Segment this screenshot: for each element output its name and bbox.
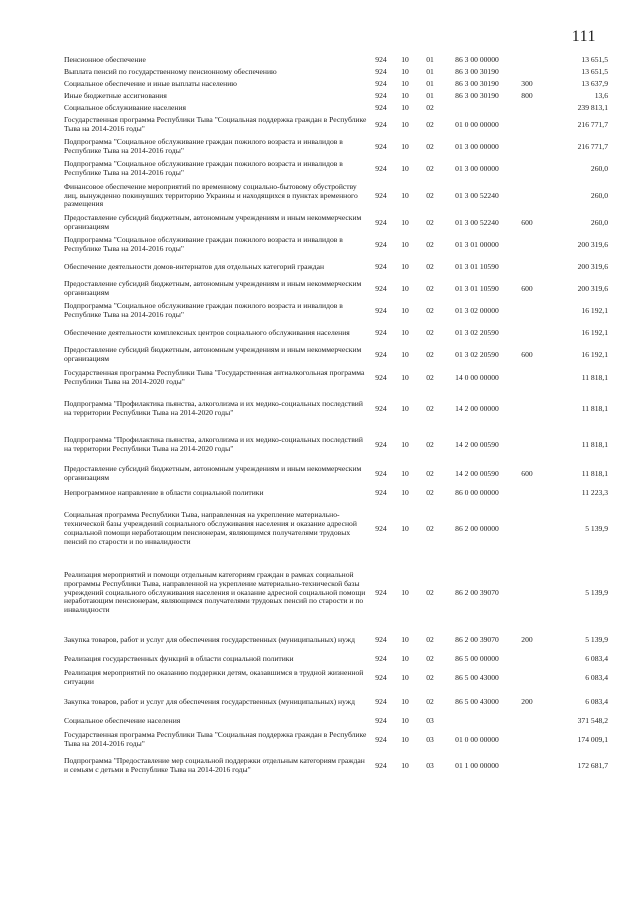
cell-sum: 260,0 <box>590 190 608 200</box>
cell-item-name: Реализация государственных функций в области социальной политики <box>64 653 294 663</box>
cell-subsection: 02 <box>426 261 434 271</box>
cell-expense-type <box>512 558 542 628</box>
cell-section: 10 <box>401 760 409 770</box>
cell-ministry-code: 924 <box>375 715 387 725</box>
table-row <box>64 212 608 234</box>
cell-item-name: Подпрограмма "Социальное обслуживание граждан пожилого возраста и инвалидов в Республике Тыва на 2014-2016 годы" <box>64 301 343 319</box>
cell-ministry-code: 924 <box>375 261 387 271</box>
table-row <box>64 666 608 690</box>
cell-section: 10 <box>401 119 409 129</box>
cell-subsection: 03 <box>426 715 434 725</box>
cell-item-name: Социальное обеспечение населения <box>64 715 181 725</box>
cell-item-name: Пенсионное обеспечение <box>64 54 146 64</box>
cell-item-name: Подпрограмма "Социальное обслуживание граждан пожилого возраста и инвалидов в Республике Тыва на 2014-2016 годы" <box>64 159 343 177</box>
cell-target-article: 86 3 00 30190 <box>455 66 499 76</box>
cell-sum: 6 083,4 <box>585 672 608 682</box>
cell-ministry-code: 924 <box>375 487 387 497</box>
cell-expense-type <box>512 180 542 212</box>
cell-ministry-code: 924 <box>375 439 387 449</box>
table-row <box>64 690 608 714</box>
cell-sum: 371 548,2 <box>577 715 608 725</box>
cell-expense-type: 600 <box>521 217 533 227</box>
cell-expense-type <box>512 322 542 344</box>
cell-subsection: 01 <box>426 78 434 88</box>
cell-target-article <box>442 714 512 728</box>
cell-sum: 216 771,7 <box>577 119 608 129</box>
cell-item-name: Предоставление субсидий бюджетным, автономным учреждениям и иным некоммерческим организациям <box>64 464 362 482</box>
cell-expense-type: 800 <box>521 90 533 100</box>
cell-expense-type <box>512 500 542 558</box>
cell-target-article: 01 3 00 52240 <box>455 190 499 200</box>
cell-target-article: 14 0 00 00000 <box>455 372 499 382</box>
cell-section: 10 <box>401 78 409 88</box>
cell-expense-type: 200 <box>521 634 533 644</box>
cell-expense-type: 200 <box>521 696 533 706</box>
cell-target-article: 86 2 00 39070 <box>455 634 499 644</box>
cell-expense-type <box>512 54 542 66</box>
cell-target-article: 01 0 00 00000 <box>455 734 499 744</box>
cell-ministry-code: 924 <box>375 66 387 76</box>
cell-section: 10 <box>401 696 409 706</box>
table-row <box>64 78 608 90</box>
cell-target-article: 01 3 01 10590 <box>455 283 499 293</box>
table-row <box>64 500 608 558</box>
cell-subsection: 02 <box>426 487 434 497</box>
table-row <box>64 278 608 300</box>
cell-section: 10 <box>401 487 409 497</box>
cell-subsection: 02 <box>426 372 434 382</box>
cell-sum: 260,0 <box>590 163 608 173</box>
cell-section: 10 <box>401 66 409 76</box>
cell-ministry-code: 924 <box>375 90 387 100</box>
table-row <box>64 234 608 256</box>
cell-subsection: 03 <box>426 734 434 744</box>
cell-section: 10 <box>401 190 409 200</box>
cell-sum: 13 651,5 <box>581 66 608 76</box>
cell-section: 10 <box>401 734 409 744</box>
cell-ministry-code: 924 <box>375 190 387 200</box>
cell-section: 10 <box>401 523 409 533</box>
table-row <box>64 256 608 278</box>
cell-item-name: Подпрограмма "Профилактика пьянства, алкоголизма и их медико-социальных последствий на территории Республики Тыва на 2014-2020 годы" <box>64 399 363 417</box>
cell-section: 10 <box>401 141 409 151</box>
cell-ministry-code: 924 <box>375 102 387 112</box>
cell-section: 10 <box>401 261 409 271</box>
cell-section: 10 <box>401 327 409 337</box>
cell-section: 10 <box>401 439 409 449</box>
cell-target-article: 86 2 00 39070 <box>455 587 499 597</box>
cell-subsection: 02 <box>426 587 434 597</box>
cell-sum: 11 818,1 <box>581 403 608 413</box>
cell-section: 10 <box>401 372 409 382</box>
cell-sum: 13 637,9 <box>581 78 608 88</box>
cell-section: 10 <box>401 217 409 227</box>
cell-sum: 11 818,1 <box>581 372 608 382</box>
cell-target-article: 01 3 01 10590 <box>455 261 499 271</box>
cell-ministry-code: 924 <box>375 734 387 744</box>
cell-target-article: 01 0 00 00000 <box>455 119 499 129</box>
cell-expense-type <box>512 428 542 462</box>
cell-item-name: Закупка товаров, работ и услуг для обеспечения государственных (муниципальных) нужд <box>64 634 355 644</box>
cell-sum: 16 192,1 <box>581 327 608 337</box>
cell-sum: 216 771,7 <box>577 141 608 151</box>
table-row <box>64 158 608 180</box>
cell-sum: 11 818,1 <box>581 468 608 478</box>
cell-target-article: 01 3 02 20590 <box>455 327 499 337</box>
table-row <box>64 628 608 652</box>
table-row <box>64 180 608 212</box>
table-row <box>64 136 608 158</box>
cell-subsection: 03 <box>426 760 434 770</box>
table-row <box>64 366 608 390</box>
cell-item-name: Обеспечение деятельности комплексных центров социального обслуживания населения <box>64 327 350 337</box>
cell-section: 10 <box>401 634 409 644</box>
table-row <box>64 114 608 136</box>
cell-item-name: Предоставление субсидий бюджетным, автономным учреждениям и иным некоммерческим организациям <box>64 213 362 231</box>
table-row <box>64 652 608 666</box>
cell-subsection: 02 <box>426 141 434 151</box>
cell-sum: 11 223,3 <box>581 487 608 497</box>
table-row <box>64 428 608 462</box>
cell-expense-type <box>512 158 542 180</box>
cell-ministry-code: 924 <box>375 305 387 315</box>
cell-expense-type <box>512 66 542 78</box>
cell-target-article: 01 3 01 00000 <box>455 239 499 249</box>
cell-target-article: 14 2 00 00590 <box>455 439 499 449</box>
cell-target-article: 86 0 00 00000 <box>455 487 499 497</box>
cell-subsection: 02 <box>426 349 434 359</box>
cell-section: 10 <box>401 468 409 478</box>
table-row <box>64 728 608 752</box>
cell-section: 10 <box>401 587 409 597</box>
cell-expense-type <box>512 666 542 690</box>
cell-target-article: 01 3 00 00000 <box>455 141 499 151</box>
cell-ministry-code: 924 <box>375 349 387 359</box>
cell-target-article: 01 3 00 52240 <box>455 217 499 227</box>
cell-ministry-code: 924 <box>375 239 387 249</box>
cell-item-name: Подпрограмма "Социальное обслуживание граждан пожилого возраста и инвалидов в Республике Тыва на 2014-2016 годы" <box>64 235 343 253</box>
cell-expense-type: 600 <box>521 349 533 359</box>
cell-item-name: Непрограммное направление в области социальной политики <box>64 487 264 497</box>
cell-item-name: Предоставление субсидий бюджетным, автономным учреждениям и иным некоммерческим организациям <box>64 279 362 297</box>
cell-expense-type <box>512 300 542 322</box>
cell-section: 10 <box>401 54 409 64</box>
cell-section: 10 <box>401 163 409 173</box>
cell-sum: 5 139,9 <box>585 587 608 597</box>
table-row <box>64 390 608 428</box>
table-row <box>64 66 608 78</box>
cell-target-article: 86 3 00 00000 <box>455 54 499 64</box>
cell-sum: 172 681,7 <box>577 760 608 770</box>
cell-item-name: Государственная программа Республики Тыва "Социальная поддержка граждан в Республике Тыва на 2014-2016 годы" <box>64 730 367 748</box>
cell-subsection: 02 <box>426 119 434 129</box>
cell-subsection: 02 <box>426 163 434 173</box>
cell-section: 10 <box>401 102 409 112</box>
cell-ministry-code: 924 <box>375 119 387 129</box>
cell-expense-type <box>512 486 542 500</box>
cell-subsection: 02 <box>426 190 434 200</box>
cell-target-article: 86 3 00 30190 <box>455 90 499 100</box>
cell-target-article: 86 2 00 00000 <box>455 523 499 533</box>
cell-target-article: 86 5 00 43000 <box>455 672 499 682</box>
cell-sum: 260,0 <box>590 217 608 227</box>
table-row <box>64 344 608 366</box>
cell-sum: 11 818,1 <box>581 439 608 449</box>
cell-expense-type: 600 <box>521 283 533 293</box>
cell-target-article: 14 2 00 00590 <box>455 468 499 478</box>
cell-subsection: 02 <box>426 634 434 644</box>
cell-sum: 174 009,1 <box>577 734 608 744</box>
cell-target-article: 14 2 00 00000 <box>455 403 499 413</box>
cell-subsection: 02 <box>426 327 434 337</box>
budget-table-body <box>64 54 608 780</box>
cell-ministry-code: 924 <box>375 141 387 151</box>
cell-section: 10 <box>401 239 409 249</box>
cell-sum: 16 192,1 <box>581 349 608 359</box>
cell-section: 10 <box>401 90 409 100</box>
cell-expense-type <box>512 234 542 256</box>
cell-expense-type <box>512 366 542 390</box>
cell-ministry-code: 924 <box>375 653 387 663</box>
cell-expense-type <box>512 390 542 428</box>
cell-expense-type <box>512 114 542 136</box>
cell-ministry-code: 924 <box>375 372 387 382</box>
cell-section: 10 <box>401 672 409 682</box>
cell-expense-type: 300 <box>521 78 533 88</box>
cell-expense-type <box>512 752 542 780</box>
cell-subsection: 02 <box>426 283 434 293</box>
cell-item-name: Государственная программа Республики Тыва "Социальная поддержка граждан в Республике Тыва на 2014-2016 годы" <box>64 115 367 133</box>
table-row <box>64 300 608 322</box>
cell-expense-type <box>512 714 542 728</box>
cell-item-name: Реализация мероприятий по оказанию поддержки детям, оказавшимся в трудной жизненной ситуации <box>64 668 364 686</box>
cell-ministry-code: 924 <box>375 283 387 293</box>
cell-item-name: Государственная программа Республики Тыва "Государственная антиалкогольная программа Республики Тыва на 2014-2020 годы" <box>64 368 365 386</box>
table-row <box>64 102 608 114</box>
cell-expense-type <box>512 136 542 158</box>
cell-item-name: Социальное обеспечение и иные выплаты населению <box>64 78 237 88</box>
cell-sum: 200 319,6 <box>577 261 608 271</box>
cell-subsection: 01 <box>426 54 434 64</box>
cell-subsection: 01 <box>426 90 434 100</box>
cell-item-name: Иные бюджетные ассигнования <box>64 90 167 100</box>
cell-sum: 6 083,4 <box>585 653 608 663</box>
cell-ministry-code: 924 <box>375 760 387 770</box>
cell-subsection: 02 <box>426 696 434 706</box>
cell-ministry-code: 924 <box>375 634 387 644</box>
cell-sum: 5 139,9 <box>585 523 608 533</box>
cell-target-article: 01 3 02 00000 <box>455 305 499 315</box>
cell-ministry-code: 924 <box>375 523 387 533</box>
cell-subsection: 02 <box>426 305 434 315</box>
cell-expense-type <box>512 652 542 666</box>
cell-target-article: 86 5 00 43000 <box>455 696 499 706</box>
cell-ministry-code: 924 <box>375 78 387 88</box>
cell-item-name: Социальная программа Республики Тыва, направленная на укрепление материально-технической базы учреждений социального обслуживания населения и оказание адресной социальной помощи неработающим пенсионерам, являющимся получателями трудовых пенсий по старости и по инвалидности <box>64 510 357 546</box>
cell-sum: 13 651,5 <box>581 54 608 64</box>
budget-table <box>64 54 608 780</box>
cell-section: 10 <box>401 403 409 413</box>
cell-target-article: 86 3 00 30190 <box>455 78 499 88</box>
cell-subsection: 02 <box>426 439 434 449</box>
cell-section: 10 <box>401 653 409 663</box>
page-number: 111 <box>571 28 596 45</box>
cell-expense-type: 600 <box>521 468 533 478</box>
cell-subsection: 02 <box>426 403 434 413</box>
cell-ministry-code: 924 <box>375 163 387 173</box>
cell-ministry-code: 924 <box>375 672 387 682</box>
cell-ministry-code: 924 <box>375 54 387 64</box>
cell-subsection: 02 <box>426 102 434 112</box>
cell-subsection: 02 <box>426 239 434 249</box>
table-row <box>64 714 608 728</box>
cell-expense-type <box>512 102 542 114</box>
cell-ministry-code: 924 <box>375 696 387 706</box>
cell-sum: 239 813,1 <box>577 102 608 112</box>
cell-expense-type <box>512 728 542 752</box>
cell-item-name: Подпрограмма "Предоставление мер социальной поддержки отдельным категориям граждан и семьям с детьми в Республике Тыва на 2014-2016 годы" <box>64 756 365 774</box>
cell-sum: 5 139,9 <box>585 634 608 644</box>
cell-item-name: Социальное обслуживание населения <box>64 102 187 112</box>
cell-ministry-code: 924 <box>375 587 387 597</box>
cell-item-name: Подпрограмма "Профилактика пьянства, алкоголизма и их медико-социальных последствий на территории Республики Тыва на 2014-2020 годы" <box>64 435 363 453</box>
table-row <box>64 752 608 780</box>
table-row <box>64 558 608 628</box>
cell-sum: 13,6 <box>594 90 608 100</box>
cell-item-name: Подпрограмма "Социальное обслуживание граждан пожилого возраста и инвалидов в Республике Тыва на 2014-2016 годы" <box>64 137 343 155</box>
cell-ministry-code: 924 <box>375 217 387 227</box>
cell-item-name: Закупка товаров, работ и услуг для обеспечения государственных (муниципальных) нужд <box>64 696 355 706</box>
cell-target-article <box>442 102 512 114</box>
cell-section: 10 <box>401 715 409 725</box>
cell-section: 10 <box>401 349 409 359</box>
table-row <box>64 90 608 102</box>
cell-subsection: 02 <box>426 523 434 533</box>
cell-item-name: Обеспечение деятельности домов-интернатов для отдельных категорий граждан <box>64 261 325 271</box>
cell-subsection: 02 <box>426 217 434 227</box>
table-row <box>64 322 608 344</box>
table-row <box>64 54 608 66</box>
cell-item-name: Финансовое обеспечение мероприятий по временному социально-бытовому обустройству лиц, вынужденно покинувших территорию Украины и находящихся в пунктах временного размещения <box>64 181 358 209</box>
cell-ministry-code: 924 <box>375 468 387 478</box>
cell-item-name: Выплата пенсий по государственному пенсионному обеспечению <box>64 66 277 76</box>
table-row <box>64 462 608 486</box>
cell-target-article: 01 1 00 00000 <box>455 760 499 770</box>
cell-target-article: 86 5 00 00000 <box>455 653 499 663</box>
cell-item-name: Реализация мероприятий и помощи отдельным категориям граждан в рамках социальной программы Республики Тыва, направленной на укрепление материально-технической базы учреждений социального обслуживания населения и оказание адресной социальной помощи неработающим пенсионерам, являющимся получателями трудовых пенсий по старости и по инвалидности <box>64 569 366 615</box>
cell-sum: 6 083,4 <box>585 696 608 706</box>
cell-sum: 200 319,6 <box>577 239 608 249</box>
table-row <box>64 486 608 500</box>
cell-subsection: 02 <box>426 653 434 663</box>
cell-ministry-code: 924 <box>375 403 387 413</box>
cell-ministry-code: 924 <box>375 327 387 337</box>
cell-target-article: 01 3 02 20590 <box>455 349 499 359</box>
cell-subsection: 01 <box>426 66 434 76</box>
cell-subsection: 02 <box>426 468 434 478</box>
cell-expense-type <box>512 256 542 278</box>
cell-subsection: 02 <box>426 672 434 682</box>
cell-sum: 200 319,6 <box>577 283 608 293</box>
cell-item-name: Предоставление субсидий бюджетным, автономным учреждениям и иным некоммерческим организациям <box>64 345 362 363</box>
cell-sum: 16 192,1 <box>581 305 608 315</box>
cell-target-article: 01 3 00 00000 <box>455 163 499 173</box>
cell-section: 10 <box>401 305 409 315</box>
cell-section: 10 <box>401 283 409 293</box>
